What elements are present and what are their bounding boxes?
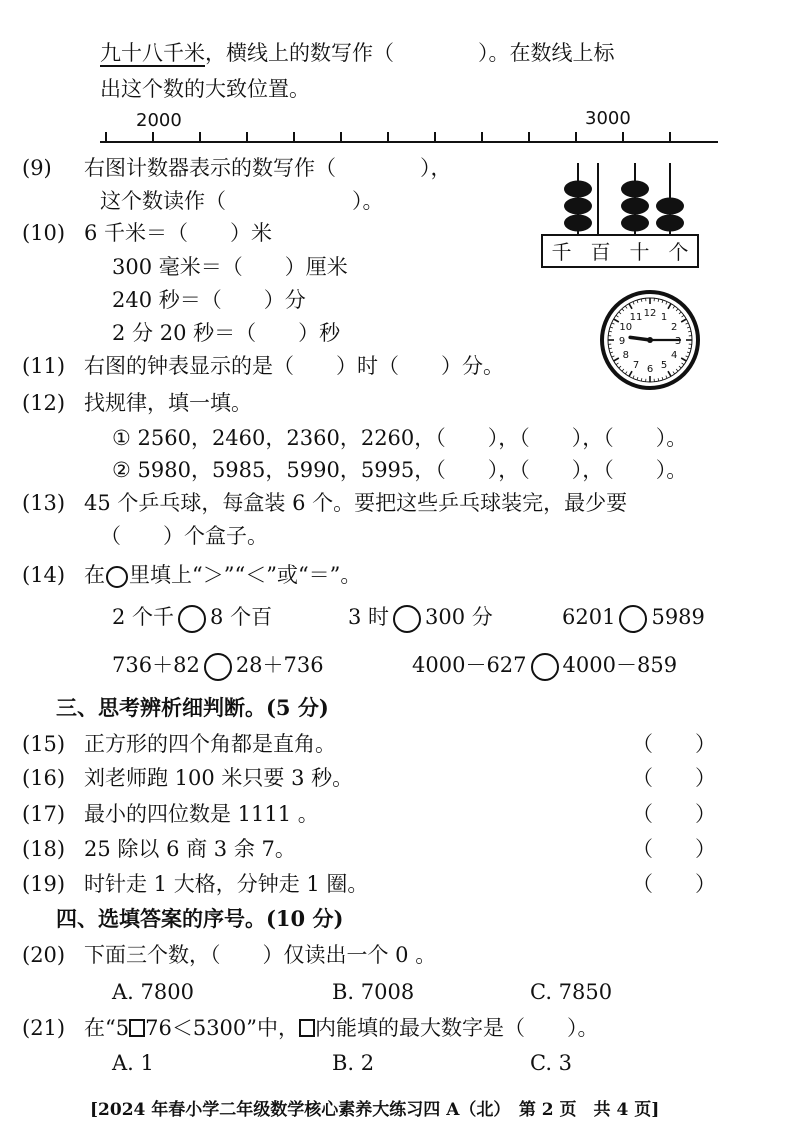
- abacus-label-ones: 个: [668, 240, 689, 264]
- abacus-bead: [564, 181, 592, 198]
- abacus-bead: [621, 198, 649, 215]
- compare-right: 28＋736: [235, 653, 324, 677]
- q14-post: 里填上“＞”“＜”或“＝”。: [129, 563, 362, 587]
- abacus-bead: [621, 215, 649, 232]
- compare-circle[interactable]: [531, 653, 559, 681]
- q21-post: 76＜5300”中，: [145, 1016, 300, 1040]
- abacus-bead: [656, 198, 684, 215]
- compare-left: 3 时: [348, 605, 390, 629]
- abacus-label-hundreds: 百: [590, 240, 611, 264]
- compare-circle[interactable]: [393, 605, 421, 633]
- abacus-bead: [656, 215, 684, 232]
- q21-option-c[interactable]: C. 3: [530, 1051, 573, 1075]
- q17-line: [22, 801, 319, 827]
- q14-number: (14): [22, 563, 66, 587]
- q18-text: 25 除以 6 商 3 余 7。: [84, 837, 296, 861]
- clock-number: 7: [632, 360, 640, 372]
- q20-line: [22, 942, 436, 968]
- section3-title: 三、思考辨析细判断。(5 分): [56, 695, 329, 720]
- clock-number: 5: [660, 360, 668, 372]
- q11-number: (11): [22, 354, 66, 378]
- q18-answer-paren[interactable]: （ ）: [632, 837, 716, 861]
- q15-number: (15): [22, 732, 66, 756]
- compare-left: 6201: [562, 605, 616, 629]
- q21-post2: 内能填的最大数字是（ ）。: [315, 1016, 599, 1040]
- q13-line2: （ ）个盒子。: [100, 524, 268, 548]
- clock-face: [600, 290, 700, 390]
- q21-option-a[interactable]: A. 1: [112, 1051, 154, 1075]
- q13-line1: [22, 490, 627, 516]
- q12-row1: ① 2560，2460，2360，2260，（ ），（ ），（ ）。: [112, 426, 688, 450]
- q14-r1-item1: [112, 604, 272, 633]
- q13-number: (13): [22, 491, 66, 515]
- q14-r1-item3: [562, 604, 705, 633]
- q9-line2: 这个数读作（ ）。: [100, 189, 384, 213]
- numline-label-left: 2000: [136, 110, 182, 131]
- q10-line1: [22, 220, 272, 246]
- clock-number: 9: [618, 336, 626, 347]
- q14-r1-item2: [348, 604, 493, 633]
- abacus-labels: [542, 236, 698, 265]
- clock-number: 8: [622, 350, 629, 361]
- q18-line: [22, 836, 296, 862]
- q17-answer-paren[interactable]: （ ）: [632, 802, 716, 826]
- q10-item-1: 6 千米＝（ ）米: [84, 221, 273, 245]
- clock-number: 6: [646, 364, 654, 375]
- q16-answer-paren[interactable]: （ ）: [632, 766, 716, 790]
- q21-pre: 在“5: [84, 1016, 130, 1040]
- clock-number: 10: [619, 322, 633, 333]
- clock-number: 1: [660, 311, 668, 323]
- q15-text: 正方形的四个角都是直角。: [84, 732, 336, 756]
- clock-number: 2: [671, 322, 678, 333]
- compare-right: 4000－859: [562, 653, 678, 677]
- clock-number: 3: [674, 336, 682, 347]
- section4-title: 四、选填答案的序号。(10 分): [56, 906, 344, 931]
- q15-answer-paren[interactable]: （ ）: [632, 732, 716, 756]
- q9-text-1: 右图计数器表示的数写作（ ），: [84, 156, 452, 180]
- q8-underlined-text: 九十八千米: [100, 41, 205, 65]
- q19-text: 时针走 1 大格，分钟走 1 圈。: [84, 872, 369, 896]
- q11-line: [22, 353, 504, 379]
- compare-circle: [106, 566, 128, 588]
- q21-option-b[interactable]: B. 2: [332, 1051, 375, 1075]
- q12-row2: ② 5980，5985，5990，5995，（ ），（ ），（ ）。: [112, 458, 688, 482]
- q8-line1-rest: ，横线上的数写作（ ）。在数线上标: [205, 41, 615, 65]
- q9-line1: [22, 155, 452, 181]
- q20-option-c[interactable]: C. 7850: [530, 980, 613, 1004]
- q12-line: [22, 390, 252, 416]
- clock-number: 4: [671, 350, 678, 361]
- compare-right: 5989: [651, 605, 705, 629]
- blank-box[interactable]: [129, 1019, 145, 1037]
- q18-number: (18): [22, 837, 66, 861]
- abacus-bead: [564, 215, 592, 232]
- blank-box-ref: [299, 1019, 315, 1037]
- abacus-label-thousands: 千: [551, 240, 572, 264]
- q19-answer-paren[interactable]: （ ）: [632, 872, 716, 896]
- q15-line: [22, 731, 336, 757]
- q17-text: 最小的四位数是 1111 。: [84, 802, 319, 826]
- page-footer: [2024 年春小学二年级数学核心素养大练习四 A（北） 第 2 页 共 4 页]: [90, 1100, 660, 1120]
- q14-line: [22, 562, 361, 588]
- compare-circle[interactable]: [204, 653, 232, 681]
- q20-option-b[interactable]: B. 7008: [332, 980, 415, 1004]
- q16-number: (16): [22, 766, 66, 790]
- q10-item-3: 240 秒＝（ ）分: [112, 288, 306, 312]
- q21-line: [22, 1015, 599, 1041]
- q13-text-1: 45 个乒乓球，每盒装 6 个。要把这些乒乓球装完，最少要: [84, 491, 628, 515]
- q16-line: [22, 765, 353, 791]
- compare-left: 2 个千: [112, 605, 175, 629]
- q9-number: (9): [22, 156, 52, 180]
- compare-circle[interactable]: [178, 605, 206, 633]
- number-line: [0, 0, 794, 160]
- q14-pre: 在: [84, 563, 105, 587]
- q10-item-2: 300 毫米＝（ ）厘米: [112, 255, 348, 279]
- compare-left: 4000－627: [412, 653, 527, 677]
- q19-number: (19): [22, 872, 66, 896]
- clock-number: 11: [629, 311, 643, 323]
- compare-circle[interactable]: [619, 605, 647, 633]
- clock-number: 12: [643, 308, 657, 319]
- numline-label-right: 3000: [585, 108, 631, 129]
- q10-item-4: 2 分 20 秒＝（ ）秒: [112, 321, 341, 345]
- q16-text: 刘老师跑 100 米只要 3 秒。: [84, 766, 354, 790]
- q14-r2-item1: [112, 652, 324, 681]
- q8-line2: 出这个数的大致位置。: [100, 77, 310, 101]
- q14-r2-item2: [412, 652, 677, 681]
- abacus-bead: [564, 198, 592, 215]
- q12-number: (12): [22, 391, 66, 415]
- q20-option-a[interactable]: A. 7800: [112, 980, 194, 1004]
- compare-right: 300 分: [425, 605, 493, 629]
- q20-number: (20): [22, 943, 66, 967]
- q21-number: (21): [22, 1016, 66, 1040]
- q12-title: 找规律，填一填。: [84, 391, 252, 415]
- q10-number: (10): [22, 221, 66, 245]
- clock-center: [647, 337, 653, 343]
- q11-text: 右图的钟表显示的是（ ）时（ ）分。: [84, 354, 504, 378]
- compare-left: 736＋82: [112, 653, 200, 677]
- abacus-bead: [621, 181, 649, 198]
- q19-line: [22, 871, 368, 897]
- abacus-label-tens: 十: [629, 240, 650, 264]
- q20-text: 下面三个数，（ ）仅读出一个 0 。: [84, 943, 437, 967]
- q17-number: (17): [22, 802, 66, 826]
- compare-right: 8 个百: [210, 605, 273, 629]
